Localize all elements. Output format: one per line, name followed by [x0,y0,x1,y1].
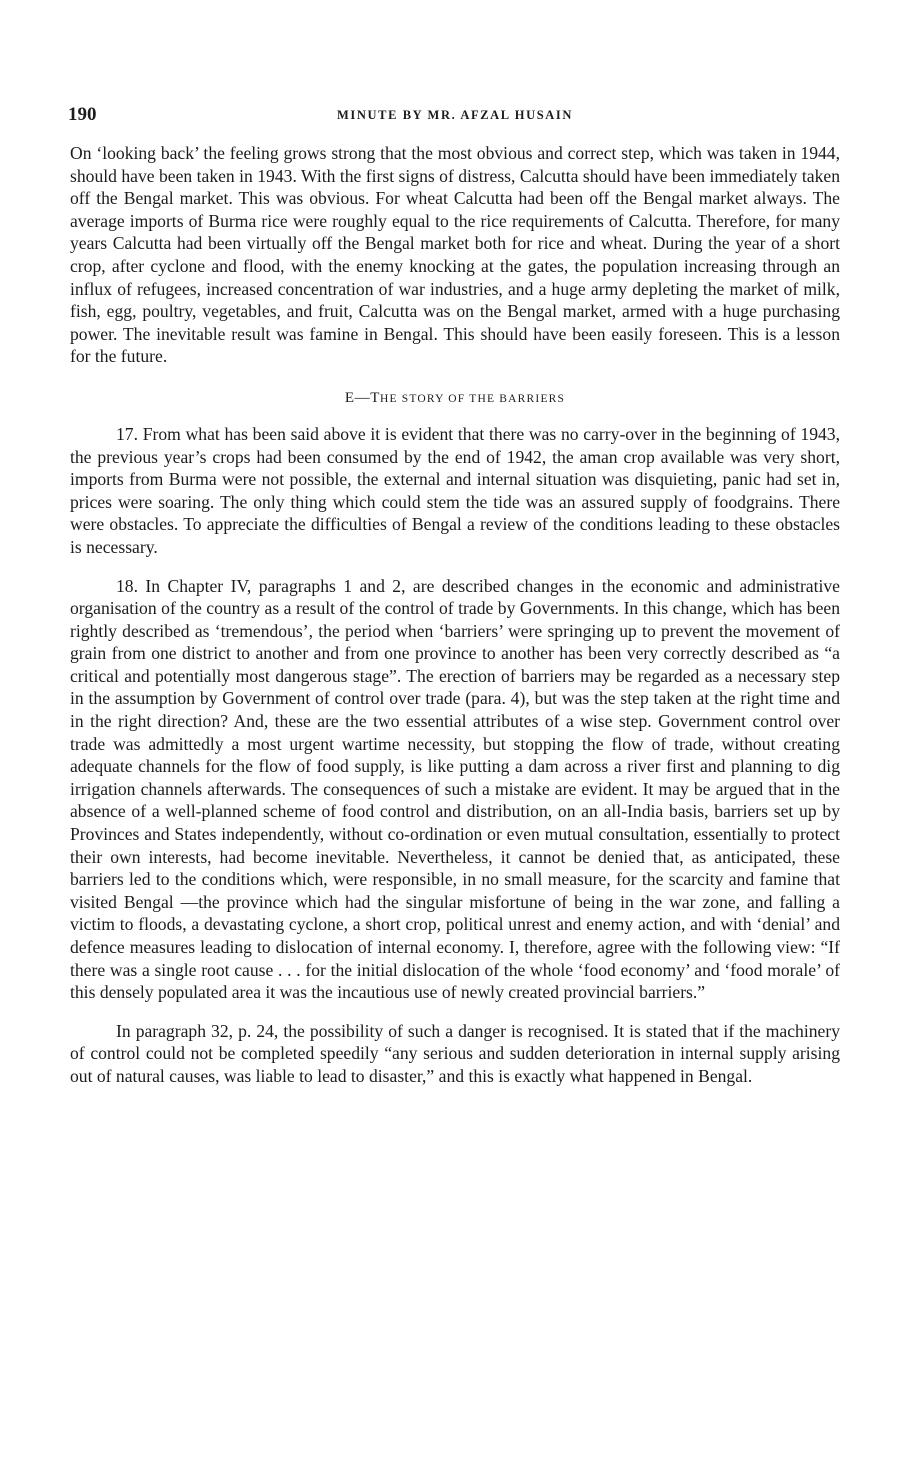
paragraph-looking-back: On ‘looking back’ the feeling grows strong that the most obvious and correct step, which was taken in 1944, should have been taken in 1943. With the first signs of distress, Calcutta should have been immediately taken off the Bengal market. This was obvious. For wheat Calcutta had been off the Bengal market always. The average imports of Burma rice were roughly equal to the rice requirements of Calcutta. Therefore, for many years Calcutta had been virtually off the Bengal market both for rice and wheat. During the year of a short crop, after cyclone and flood, with the enemy knocking at the gates, the population increasing through an influx of refugees, increased concentration of war industries, and a huge army depleting the market of milk, fish, egg, poultry, vegetables, and fruit, Calcutta was on the Bengal market, armed with a huge purchasing power. The inevitable result was famine in Bengal. This should have been easily foreseen. This is a lesson for the future. [70,143,840,367]
page-number: 190 [68,104,97,125]
paragraph-gap [70,559,840,575]
running-header [70,104,840,128]
section-heading [70,390,840,407]
section-heading-title: HE STORY OF THE BARRIERS [379,392,566,405]
document-page [70,104,840,1088]
paragraph-17: 17. From what has been said above it is evident that there was no carry-over in the beginning of 1943, the previous year’s crops had been consumed by the end of 1942, the aman crop available was very short, imports from Burma were not possible, the external and internal situation was disquieting, panic had set in, prices were soaring. The only thing which could stem the tide was an assured supply of foodgrains. There were obstacles. To appreciate the difficulties of Bengal a review of the conditions leading to these obstacles is necessary. [70,423,840,557]
section-heading-letter: E—T [344,389,380,406]
paragraph-18: 18. In Chapter IV, paragraphs 1 and 2, are described changes in the economic and administrative organisation of the country as a result of the control of trade by Governments. In this change, which has been rightly described as ‘tremendous’, the period when ‘barriers’ were springing up to prevent the movement of grain from one district to another and from one province to another has been very correctly described as “a critical and potentially most dangerous stage”. The erection of barriers may be regarded as a necessary step in the assumption by Government of control over trade (para. 4), but was the step taken at the right time and in the right direction? And, these are the two essential attributes of a wise step. Government control over trade was admittedly a most urgent wartime necessity, but stopping the flow of trade, without creating adequate channels for the flow of food supply, is like putting a dam across a river first and planning to dig irrigation channels afterwards. The consequences of such a mistake are evident. It may be argued that in the absence of a well-planned scheme of food control and distribution, on an all-India basis, barriers set up by Provinces and States independently, without co-ordination or even mutual consultation, essentially to protect their own interests, had become inevitable. Nevertheless, it cannot be denied that, as anticipated, these barriers led to the conditions which, were responsible, in no small measure, for the scarcity and famine that visited Bengal —the province which had the singular misfortune of being in the war zone, and falling a victim to floods, a devastating cyclone, a short crop, political unrest and enemy action, and with ‘denial’ and defence measures leading to dislocation of internal economy. I, therefore, agree with the following view: “If there was a single root cause . . . for the initial dislocation of the whole ‘food economy’ and ‘food morale’ of this densely populated area it was the incautious use of newly created provincial barriers.” [70,575,840,1003]
paragraph-gap [70,1004,840,1020]
running-title: MINUTE BY MR. AFZAL HUSAIN [337,108,573,122]
paragraph-32-reference: In paragraph 32, p. 24, the possibility of such a danger is recognised. It is stated that if the machinery of control could not be completed speedily “any serious and sudden deterioration in internal supply arising out of natural causes, was liable to lead to disaster,” and this is exactly what happened in Bengal. [70,1020,840,1086]
